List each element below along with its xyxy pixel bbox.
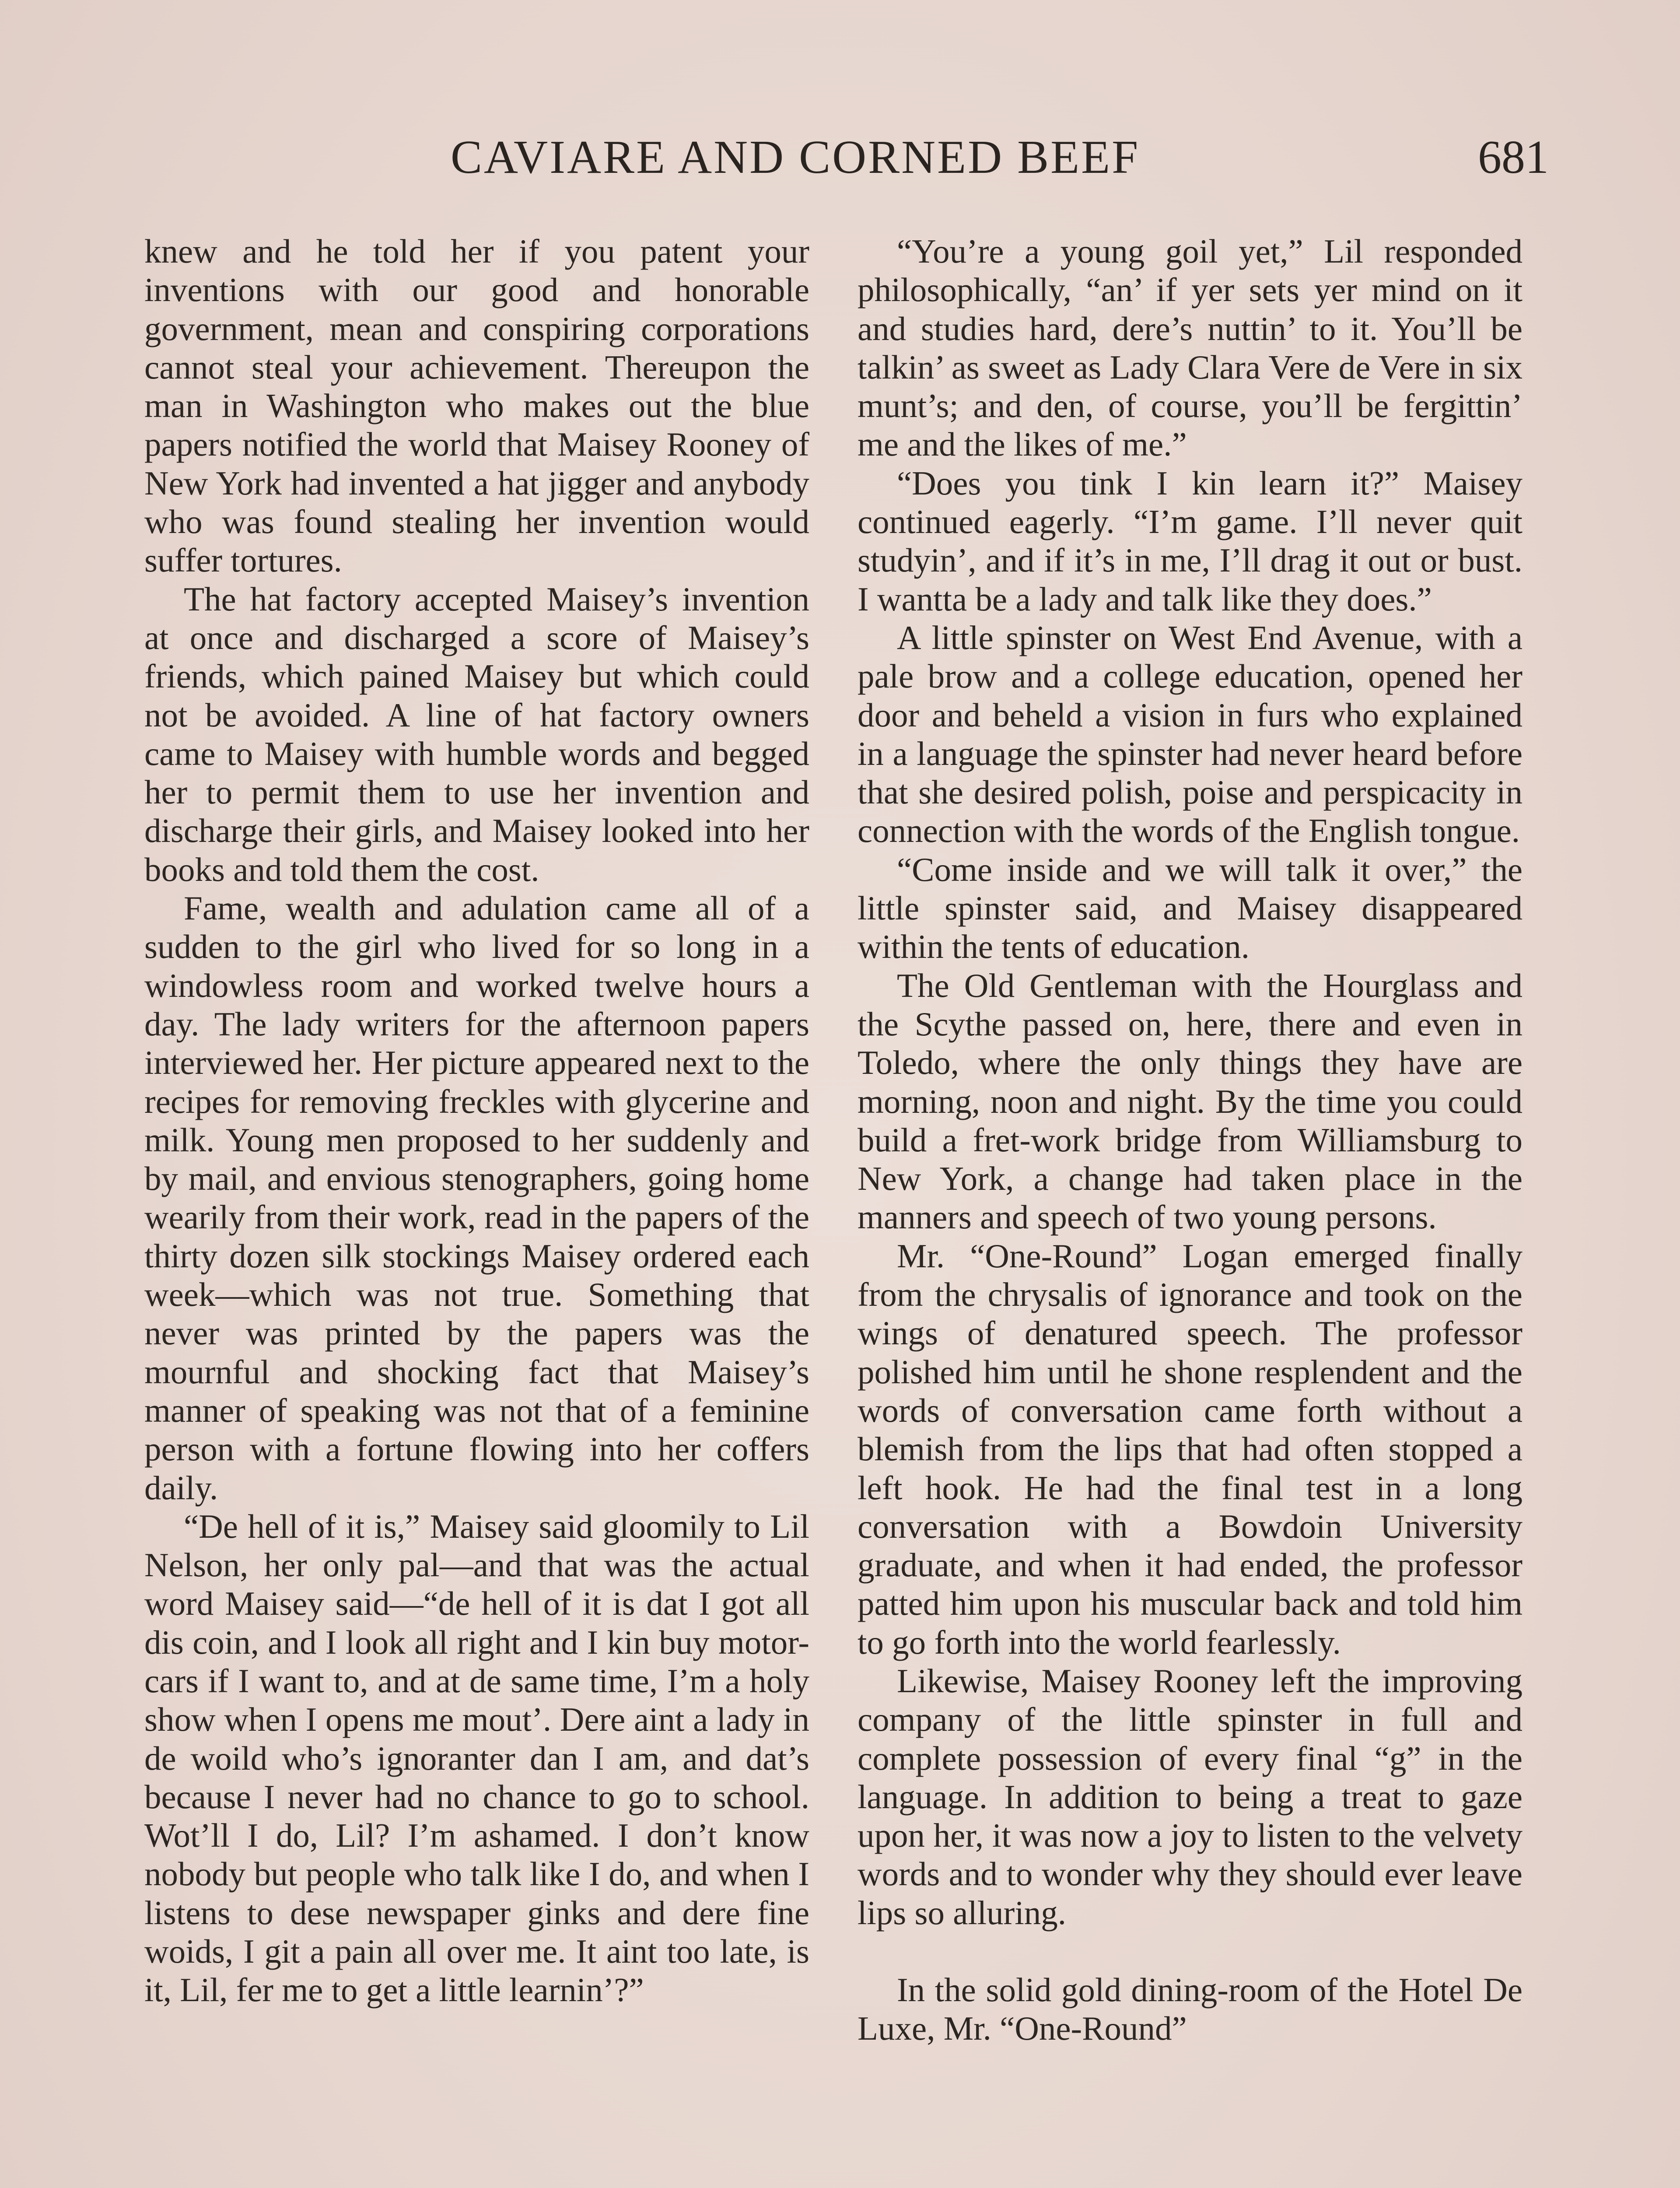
paragraph: knew and he told her if you patent your inventions with our good and honorable government, mean and conspiring corporations cannot steal your achievement. Thereupon the man in Washington who makes out the blue papers notified the world that Maisey Rooney of New York had invented a hat jigger and anybody who was found stealing her invention would suffer tortures.	[144, 232, 809, 579]
paragraph: A little spinster on West End Avenue, with a pale brow and a college education, opened her door and beheld a vision in furs who explained in a language the spinster had never heard before that she desired polish, poise and perspicacity in connection with the words of the English tongue.	[858, 618, 1522, 850]
paragraph: In the solid gold dining-room of the Hotel De Luxe, Mr. “One-Round”	[858, 1971, 1522, 2048]
paragraph: “Does you tink I kin learn it?” Maisey continued eagerly. “I’m game. I’ll never quit studyin’, and if it’s in me, I’ll drag it out or bust. I wantta be a lady and talk like they does.”	[858, 464, 1522, 618]
running-title: CAVIARE AND CORNED BEEF	[451, 131, 1140, 183]
page-header	[438, 127, 1549, 188]
paragraph: “You’re a young goil yet,” Lil responded philosophically, “an’ if yer sets yer mind on it and studies hard, dere’s nuttin’ to it. You’ll be talkin’ as sweet as Lady Clara Vere de Vere in six munt’s; and den, of course, you’ll be fergittin’ me and the likes of me.”	[858, 232, 1522, 463]
paragraph: Likewise, Maisey Rooney left the improving company of the little spinster in full and complete possession of every final “g” in the language. In addition to being a treat to gaze upon her, it was now a joy to listen to the velvety words and to wonder why they should ever leave lips so alluring.	[858, 1662, 1522, 1932]
left-column	[144, 232, 809, 2009]
paragraph: “Come inside and we will talk it over,” the little spinster said, and Maisey disappeared within the tents of education.	[858, 850, 1522, 966]
paragraph: Fame, wealth and adulation came all of a sudden to the girl who lived for so long in a windowless room and worked twelve hours a day. The lady writers for the afternoon papers interviewed her. Her picture appeared next to the recipes for removing freckles with glycerine and milk. Young men proposed to her suddenly and by mail, and envious stenographers, going home wearily from their work, read in the papers of the thirty dozen silk stockings Maisey ordered each week—which was not true. Something that never was printed by the papers was the mournful and shocking fact that Maisey’s manner of speaking was not that of a feminine person with a fortune flowing into her coffers daily.	[144, 889, 809, 1507]
paragraph: “De hell of it is,” Maisey said gloomily to Lil Nelson, her only pal—and that was the actual word Maisey said—“de hell of it is dat I got all dis coin, and I look all right and I kin buy motor-cars if I want to, and at de same time, I’m a holy show when I opens me mout’. Dere aint a lady in de woild who’s ignoranter dan I am, and dat’s because I never had no chance to go to school. Wot’ll I do, Lil? I’m ashamed. I don’t know nobody but people who talk like I do, and when I listens to dese newspaper ginks and dere fine woids, I git a pain all over me. It aint too late, is it, Lil, fer me to get a little learnin’?”	[144, 1507, 809, 2009]
paragraph: The Old Gentleman with the Hourglass and the Scythe passed on, here, there and even in Toledo, where the only things they have are morning, noon and night. By the time you could build a fret-work bridge from Williamsburg to New York, a change had taken place in the manners and speech of two young persons.	[858, 966, 1522, 1236]
paragraph: Mr. “One-Round” Logan emerged finally from the chrysalis of ignorance and took on the wings of denatured speech. The professor polished him until he shone resplendent and the words of conversation came forth without a blemish from the lips that had often stopped a left hook. He had the final test in a long conversation with a Bowdoin University graduate, and when it had ended, the professor patted him upon his muscular back and told him to go forth into the world fearlessly.	[858, 1237, 1522, 1661]
page-number: 681	[1478, 131, 1549, 183]
right-column	[858, 232, 1522, 2048]
paragraph: The hat factory accepted Maisey’s invention at once and discharged a score of Maisey’s friends, which pained Maisey but which could not be avoided. A line of hat factory owners came to Maisey with humble words and begged her to permit them to use her invention and discharge their girls, and Maisey looked into her books and told them the cost.	[144, 580, 809, 888]
